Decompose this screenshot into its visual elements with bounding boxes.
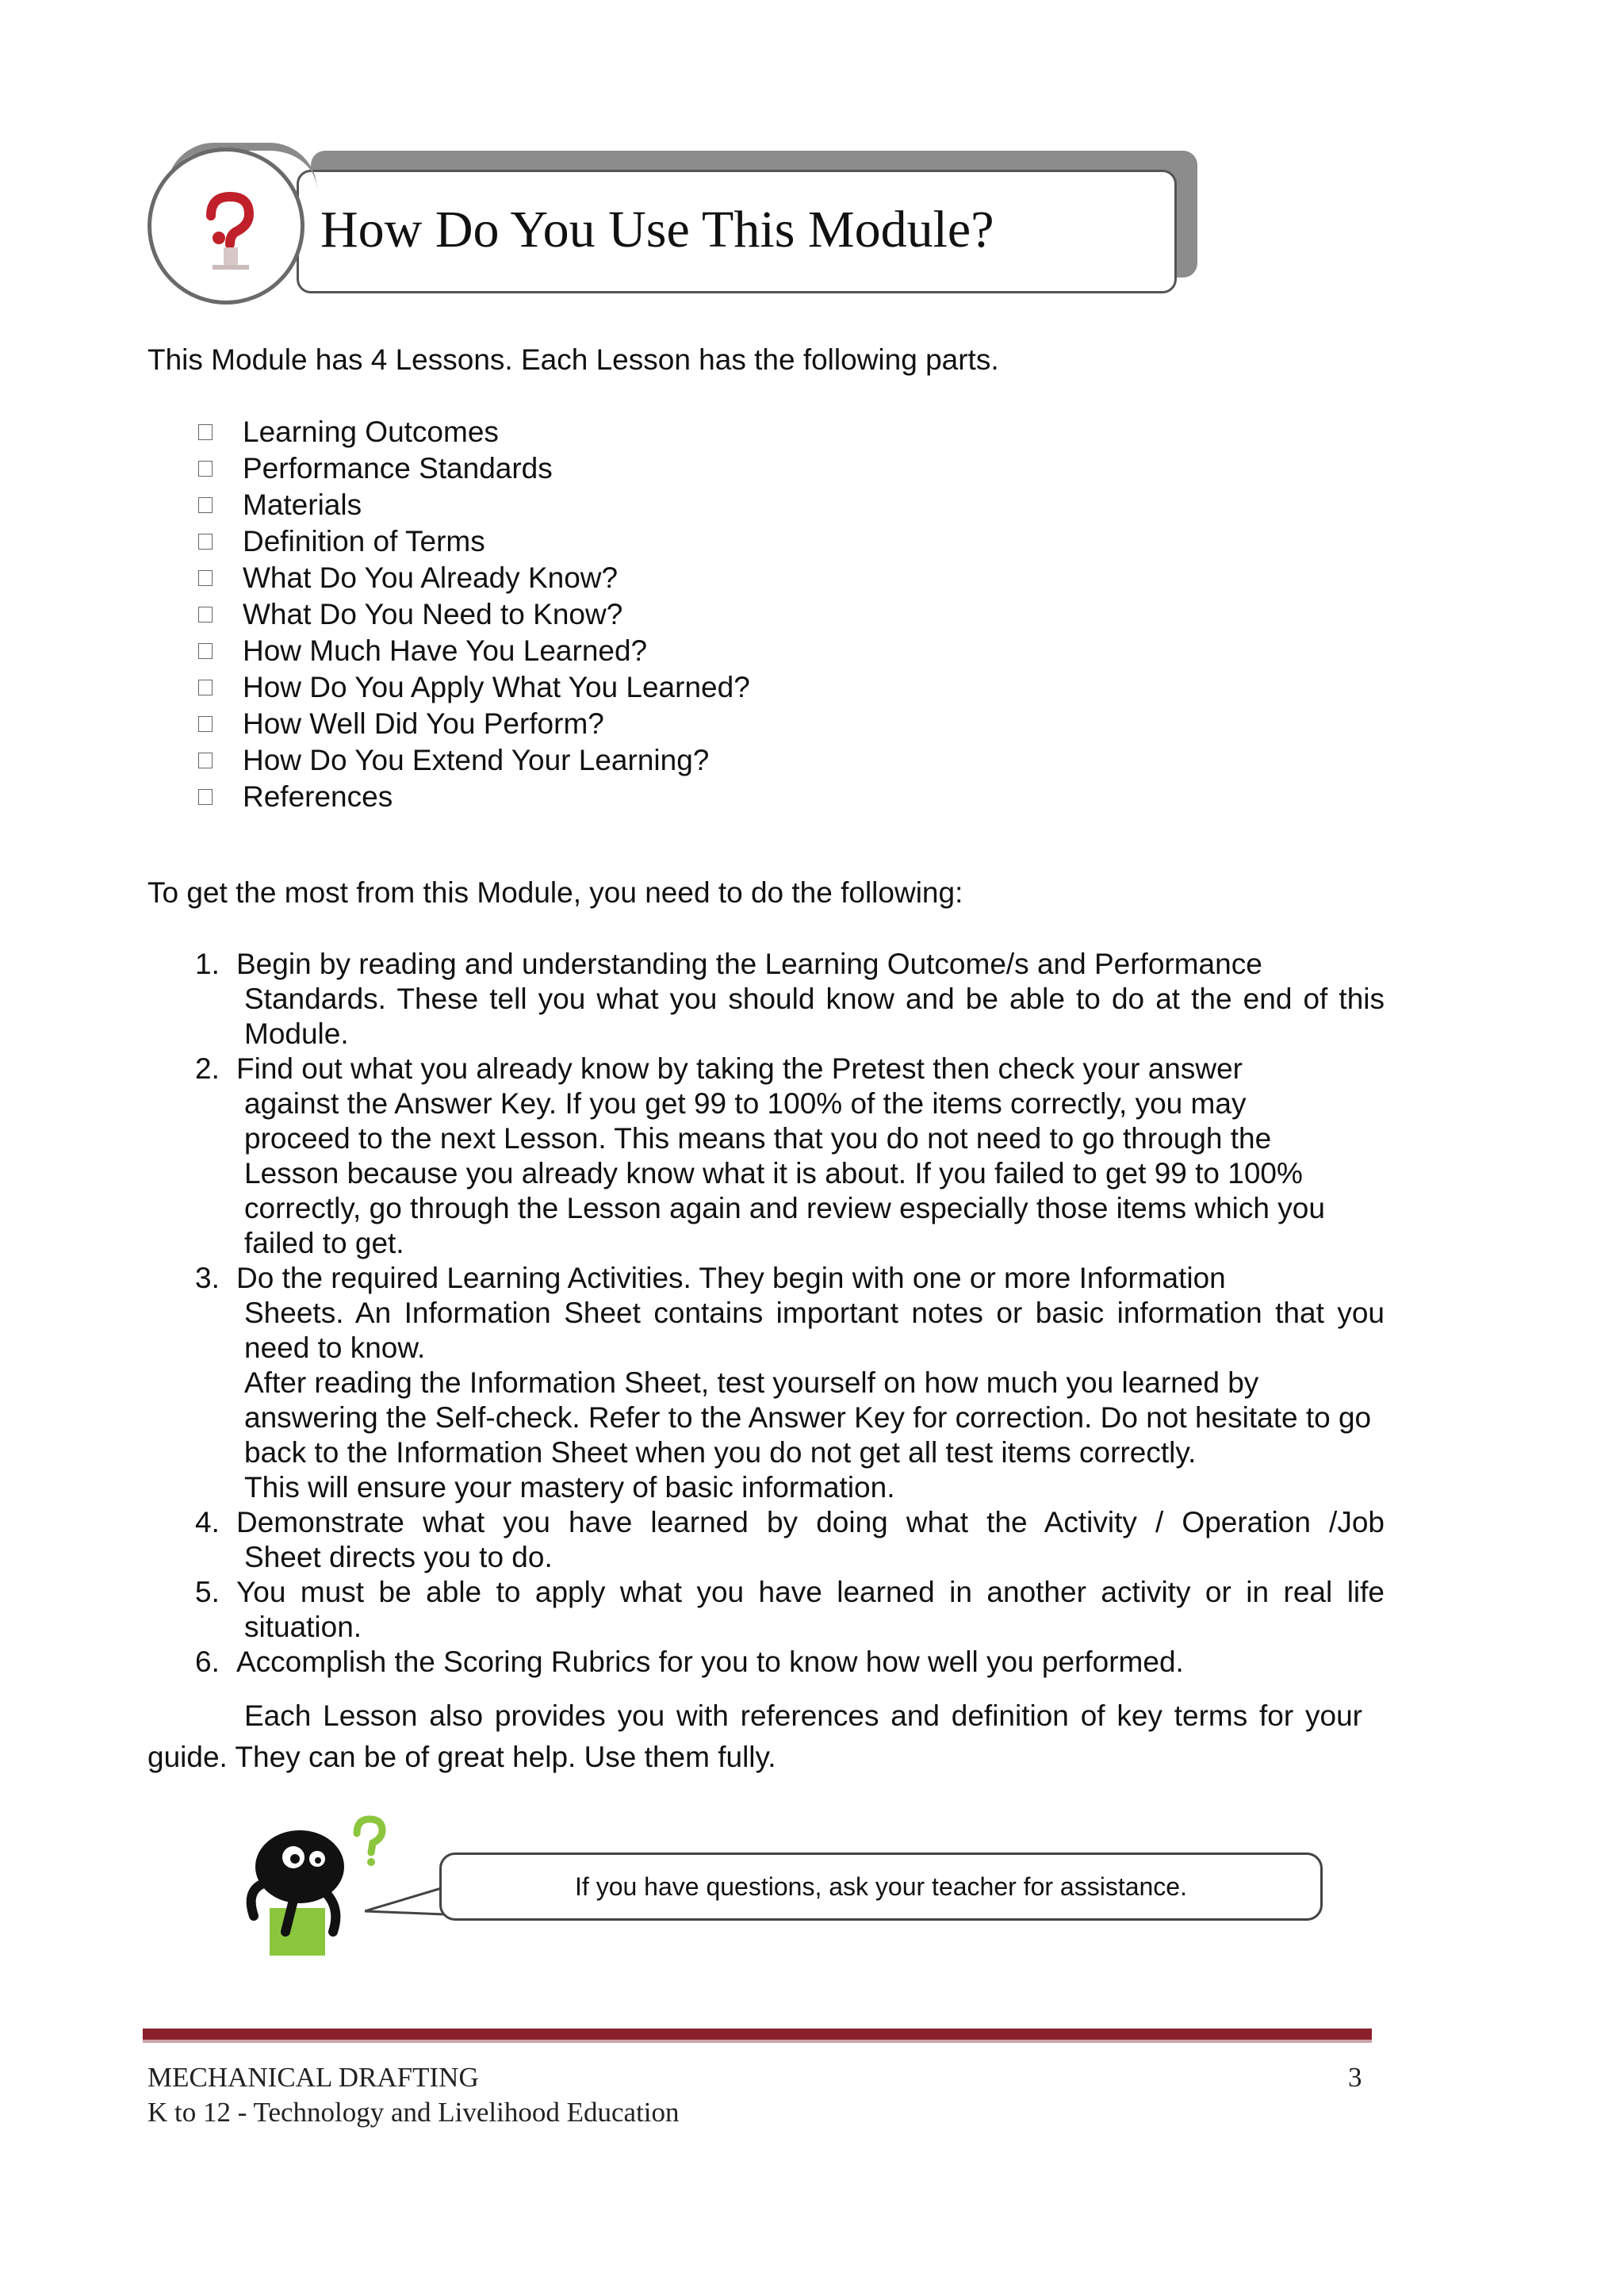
closing-text-line2: guide. They can be of great help. Use them fully. [147,1741,776,1773]
step-item: 2. Find out what you already know by taking the Pretest then check your answer against the Answer Key. If you get 99 to 100% of the items correctly, you may proceed to the next Lesson. This means that you do not need to go through the Lesson because you already know what it is about. If you failed to get 99 to 100% correctly, go through the Lesson again and review especially those items which you failed to get. [195,1052,1325,1259]
list-item: What Do You Need to Know? [198,596,750,633]
footer-program: K to 12 - Technology and Livelihood Education [147,2097,680,2128]
page-title: How Do You Use This Module? [320,201,994,259]
list-item: How Do You Extend Your Learning? [198,742,750,779]
list-item: How Do You Apply What You Learned? [198,669,750,706]
step-item: 4. Demonstrate what you have learned by doing what the Activity / Operation /Job Sheet directs you to do. [195,1506,1385,1573]
checkbox-bullet-icon [198,789,213,805]
step-number: 6. [195,1646,220,1678]
checkbox-bullet-icon [198,461,213,477]
checkbox-bullet-icon [198,570,213,586]
howto-intro: To get the most from this Module, you need to do the following: [147,876,963,909]
step-number: 3. [195,1262,220,1294]
checkbox-bullet-icon [198,424,213,440]
list-item: How Much Have You Learned? [198,633,750,669]
page-number: 3 [1348,2062,1362,2093]
intro-text: This Module has 4 Lessons. Each Lesson has the following parts. [147,343,999,376]
speech-bubble-pointer [365,1879,444,1927]
list-item: Definition of Terms [198,523,750,560]
step-item: 6. Accomplish the Scoring Rubrics for you to know how well you performed. [195,1646,1184,1678]
lesson-parts-list [198,414,750,815]
step-number: 2. [195,1052,220,1085]
checkbox-bullet-icon [198,497,213,513]
checkbox-bullet-icon [198,534,213,550]
step-item: 1. Begin by reading and understanding the Learning Outcome/s and Performance Standards. These tell you what you should know and be able to do at the end of this Module. [195,948,1385,1050]
checkbox-bullet-icon [198,643,213,659]
step-number: 1. [195,948,220,980]
list-item: References [198,779,750,815]
step-item: 5. You must be able to apply what you have learned in another activity or in real life situation. [195,1576,1385,1643]
steps-list [195,947,1400,1680]
closing-text-line1: Each Lesson also provides you with references and definition of key terms for your [244,1699,1362,1732]
list-item: Performance Standards [198,450,750,487]
step-item: 3. Do the required Learning Activities. They begin with one or more Information Sheets. An Information Sheet contains important notes or basic information that you need to know. After reading the Information Sheet, test yourself on how much you learned by answering the Self-check. Refer to the Answer Key for correction. Do not hesitate to go back to the Information Sheet when you do not get all test items correctly. This will ensure your mastery of basic information. [195,1262,1385,1504]
footer-subject: MECHANICAL DRAFTING [147,2062,479,2093]
checkbox-bullet-icon [198,607,213,623]
list-item: Learning Outcomes [198,414,750,450]
step-number: 4. [195,1506,220,1538]
checkbox-bullet-icon [198,716,213,732]
footer-divider-shadow [143,2040,1372,2043]
footer-divider [143,2029,1372,2040]
speech-bubble-text: If you have questions, ask your teacher for assistance. [575,1872,1187,1901]
list-item: What Do You Already Know? [198,560,750,596]
list-item: How Well Did You Perform? [198,706,750,742]
checkbox-bullet-icon [198,680,213,695]
question-mark-icon [189,189,268,276]
checkbox-bullet-icon [198,753,213,768]
step-number: 5. [195,1576,220,1608]
list-item: Materials [198,487,750,523]
